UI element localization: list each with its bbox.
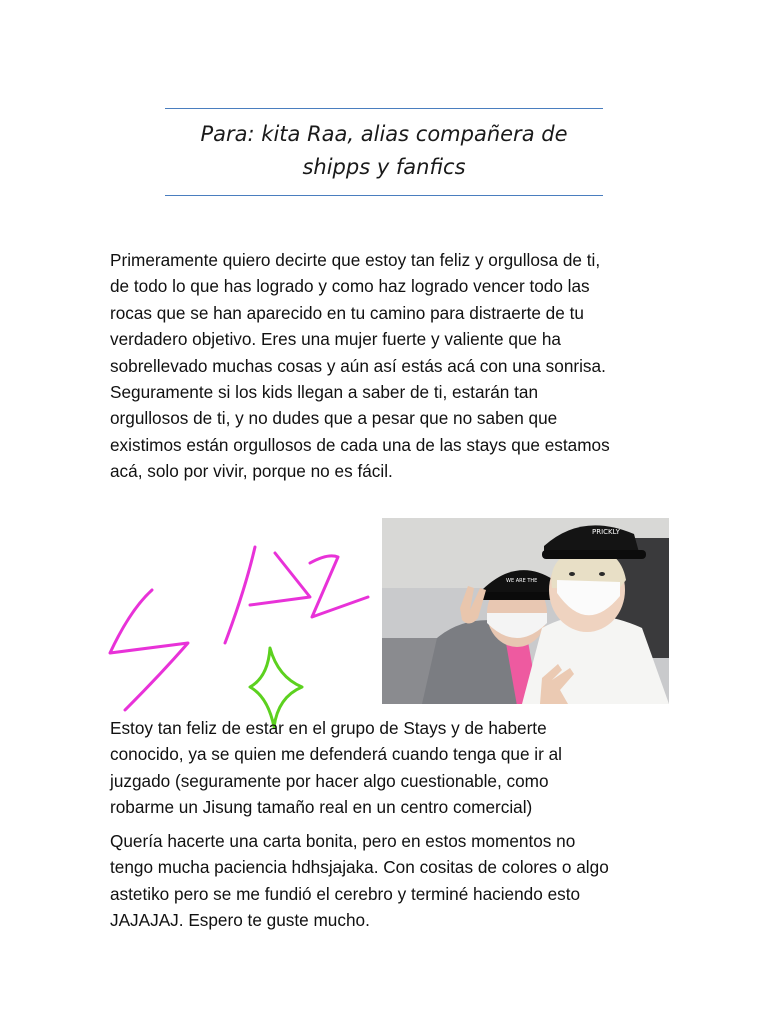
text-line: juzgado (seguramente por hacer algo cuestionable, como [110, 770, 549, 791]
skz-doodle [100, 535, 375, 730]
text-line: JAJAJAJ. Espero te guste mucho. [110, 910, 370, 931]
letter-z [310, 556, 368, 617]
selfie-photo [382, 518, 669, 704]
text-line: Estoy tan feliz de estar en el grupo de Stays y de haberte [110, 718, 547, 738]
text-line: Seguramente si los kids llegan a saber de ti, estarán tan [110, 382, 539, 403]
text-line: existimos están orgullosos de cada una de las stays que estamos [110, 434, 610, 455]
text-line: conocido, ya se quien me defenderá cuando tenga que ir al [110, 744, 562, 765]
text-line: acá, solo por vivir, porque no es fácil. [110, 461, 393, 482]
text-line: de todo lo que has logrado y como haz logrado vencer todo las [110, 276, 590, 297]
text-line: sobrellevado muchas cosas y aún así estás acá con una sonrisa. [110, 355, 606, 376]
title-top-rule [165, 108, 603, 109]
letter-k [225, 547, 310, 643]
paragraph-2 [110, 715, 562, 821]
paragraph-1 [110, 247, 610, 485]
text-line: verdadero objetivo. Eres una mujer fuerte y valiente que ha [110, 329, 561, 350]
right-cap-text: PRICKLY [592, 528, 620, 536]
text-line: rocas que se han aparecido en tu camino para distraerte de tu [110, 302, 584, 323]
paragraph-3 [110, 828, 609, 934]
text-line: robarme un Jisung tamaño real en un centro comercial) [110, 797, 533, 818]
text-line: orgullosos de ti, y no dudes que a pesar que no saben que [110, 408, 558, 429]
text-line: tengo mucha paciencia hdhsjajaka. Con cositas de colores o algo [110, 857, 609, 878]
text-line: Primeramente quiero decirte que estoy tan feliz y orgullosa de ti, [110, 250, 601, 270]
left-cap-text: WE ARE THE [506, 578, 538, 584]
skz-letters [110, 547, 368, 710]
title-bottom-rule [165, 195, 603, 196]
letter-s [110, 590, 188, 710]
text-line: Quería hacerte una carta bonita, pero en estos momentos no [110, 831, 576, 851]
title-line: shipps y fanfics [302, 155, 466, 179]
text-line: astetiko pero se me fundió el cerebro y terminé haciendo esto [110, 883, 581, 904]
letter-title [165, 118, 603, 184]
title-line: Para: kita Raa, alias compañera de [200, 122, 568, 146]
